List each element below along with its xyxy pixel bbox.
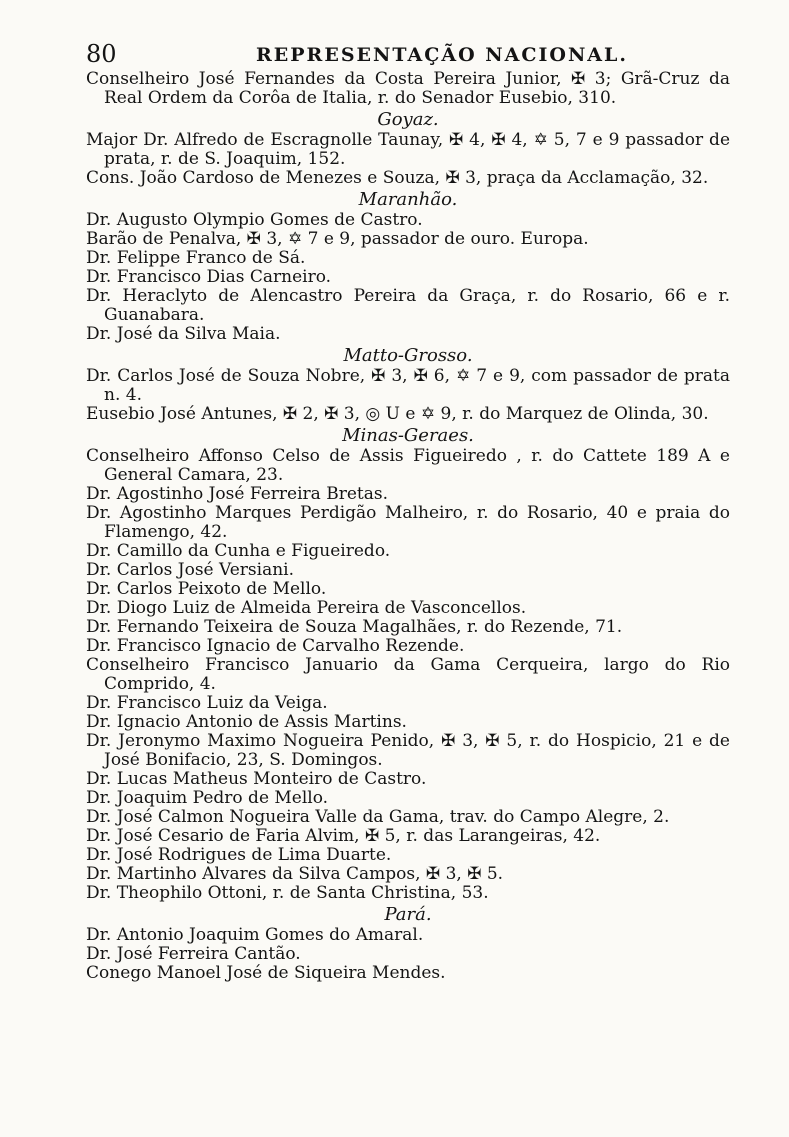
member-entry: Barão de Penalva, ✠ 3, ✡ 7 e 9, passador de ouro. Europa.: [86, 229, 589, 249]
running-title: REPRESENTAÇÃO NACIONAL.: [256, 44, 629, 66]
member-entry: Dr. Agostinho José Ferreira Bretas.: [86, 484, 388, 504]
member-entry: Dr. Antonio Joaquim Gomes do Amaral.: [86, 925, 424, 945]
member-entry: Dr. Francisco Luiz da Veiga.: [86, 693, 328, 713]
province-heading: Maranhão.: [358, 189, 458, 210]
province-heading: Goyaz.: [377, 109, 439, 130]
province-heading: Matto-Grosso.: [343, 345, 473, 366]
member-entry: Dr. Joaquim Pedro de Mello.: [86, 788, 329, 808]
member-entry: Conego Manoel José de Siqueira Mendes.: [86, 963, 446, 983]
member-entry: Dr. Martinho Alvares da Silva Campos, ✠ 3, ✠ 5.: [86, 864, 504, 884]
member-entry: Dr. Diogo Luiz de Almeida Pereira de Vasconcellos.: [86, 598, 527, 618]
member-entry: Conselheiro José Fernandes da Costa Pereira Junior, ✠ 3; Grã-Cruz da Real Ordem da Corôa de Italia, r. do Senador Eusebio, 310.: [86, 69, 730, 108]
member-entry: Dr. Carlos Peixoto de Mello.: [86, 579, 327, 599]
member-entry: Dr. Camillo da Cunha e Figueiredo.: [86, 541, 391, 561]
member-entry: Dr. Francisco Ignacio de Carvalho Rezende.: [86, 636, 465, 656]
member-entry: Dr. Augusto Olympio Gomes de Castro.: [86, 210, 423, 230]
member-entry: Dr. José da Silva Maia.: [86, 324, 281, 344]
member-entry: Cons. João Cardoso de Menezes e Souza, ✠ 3, praça da Acclamação, 32.: [86, 168, 709, 188]
member-entry: Dr. Carlos José de Souza Nobre, ✠ 3, ✠ 6, ✡ 7 e 9, com passador de prata n. 4.: [86, 366, 730, 405]
page-header: [86, 40, 726, 70]
member-entry: Dr. José Cesario de Faria Alvim, ✠ 5, r. das Larangeiras, 42.: [86, 826, 601, 846]
member-entry: Major Dr. Alfredo de Escragnolle Taunay, ✠ 4, ✠ 4, ✡ 5, 7 e 9 passador de prata, r. de S. Joaquim, 152.: [86, 130, 730, 169]
member-entry: Dr. José Rodrigues de Lima Duarte.: [86, 845, 392, 865]
member-entry: Dr. Carlos José Versiani.: [86, 560, 294, 580]
province-heading: Minas-Geraes.: [342, 425, 474, 446]
member-entry: Dr. Heraclyto de Alencastro Pereira da Graça, r. do Rosario, 66 e r. Guanabara.: [86, 286, 730, 325]
member-entry: Dr. José Ferreira Cantão.: [86, 944, 301, 964]
member-entry: Dr. Agostinho Marques Perdigão Malheiro, r. do Rosario, 40 e praia do Flamengo, 42.: [86, 503, 730, 542]
member-entry: Dr. Felippe Franco de Sá.: [86, 248, 306, 268]
member-entry: Eusebio José Antunes, ✠ 2, ✠ 3, ◎ U e ✡ 9, r. do Marquez de Olinda, 30.: [86, 404, 709, 424]
page-number: 80: [86, 40, 117, 68]
member-entry: Dr. Francisco Dias Carneiro.: [86, 267, 332, 287]
member-entry: Dr. Lucas Matheus Monteiro de Castro.: [86, 769, 427, 789]
member-list: [86, 70, 730, 983]
member-entry: Dr. Ignacio Antonio de Assis Martins.: [86, 712, 407, 732]
member-entry: Dr. José Calmon Nogueira Valle da Gama, trav. do Campo Alegre, 2.: [86, 807, 670, 827]
member-entry: Dr. Jeronymo Maximo Nogueira Penido, ✠ 3, ✠ 5, r. do Hospicio, 21 e de José Bonifacio, 23, S. Domingos.: [86, 731, 730, 770]
member-entry: Conselheiro Affonso Celso de Assis Figueiredo , r. do Cattete 189 A e General Camara, 23.: [86, 446, 730, 485]
member-entry: Dr. Theophilo Ottoni, r. de Santa Christina, 53.: [86, 883, 489, 903]
member-entry: Conselheiro Francisco Januario da Gama Cerqueira, largo do Rio Comprido, 4.: [86, 655, 730, 694]
member-entry: Dr. Fernando Teixeira de Souza Magalhães, r. do Rezende, 71.: [86, 617, 623, 637]
province-heading: Pará.: [384, 904, 432, 925]
